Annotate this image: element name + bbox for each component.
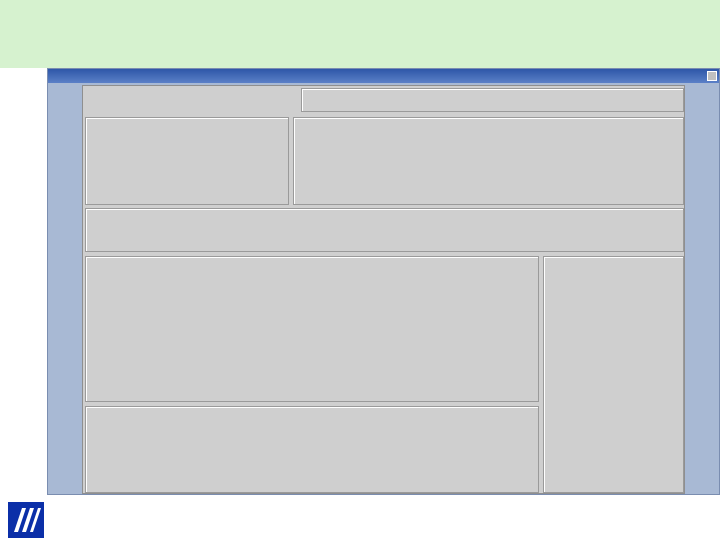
turbo-panel <box>85 256 539 402</box>
screenshot-frame <box>47 68 720 495</box>
left-margin <box>0 68 47 495</box>
duration-panel <box>85 117 289 205</box>
slide-header <box>0 0 720 68</box>
app-panel <box>82 85 685 494</box>
company-logo <box>8 502 44 538</box>
boiler-panel <box>85 406 539 493</box>
close-icon[interactable] <box>707 71 717 81</box>
invalid-states-panel <box>293 117 684 205</box>
protection-panel <box>85 208 684 252</box>
logo-mark-icon <box>8 502 44 538</box>
slide-footer <box>0 495 720 540</box>
avr-panel <box>543 256 684 493</box>
window-titlebar <box>48 69 719 83</box>
bounds-panel <box>301 88 684 112</box>
